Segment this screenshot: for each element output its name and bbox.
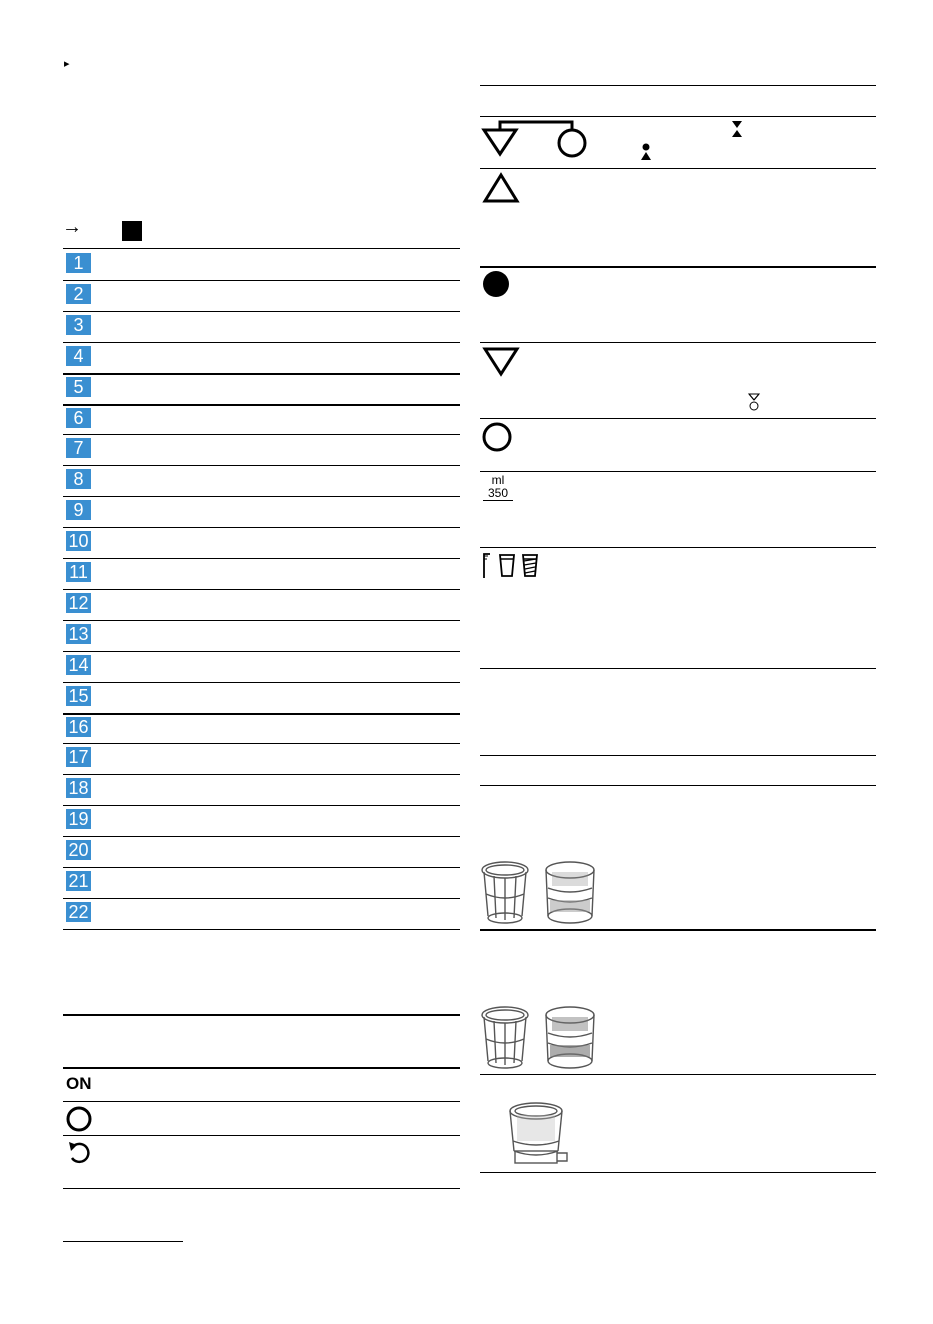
table-rule [480, 755, 876, 756]
fine-strainer-set [478, 858, 598, 926]
fill-max-min-marker-icon [480, 118, 590, 160]
table-rule [480, 547, 876, 548]
max-fill-symbol-icon [731, 120, 743, 138]
open-circle-icon [481, 421, 513, 453]
volume-unit: ml [491, 473, 505, 487]
table-bottom-rule [480, 1172, 876, 1173]
table-row-rule [63, 743, 460, 744]
table-row-rule [63, 774, 460, 775]
part-number-badge: 3 [66, 315, 91, 335]
table-row-rule [63, 836, 460, 837]
table-rule [480, 668, 876, 669]
table-row-rule [63, 373, 460, 375]
controls-row-rule [63, 1101, 460, 1102]
table-row-rule [63, 311, 460, 312]
strainer-housing [505, 1101, 575, 1169]
volume-value: 350 [483, 487, 513, 501]
table-rule [480, 266, 876, 268]
part-number-badge: 8 [66, 469, 91, 489]
footnote-rule [63, 1241, 183, 1242]
part-number-badge: 21 [66, 871, 91, 891]
cup-size-icons [480, 550, 542, 580]
arrow-icon: → [62, 216, 82, 238]
table-row-rule [63, 682, 460, 683]
coarse-strainer-set [478, 1003, 598, 1071]
table-row-rule [63, 465, 460, 466]
volume-marking [483, 474, 513, 501]
black-square-icon [122, 221, 142, 241]
table-row-rule [63, 713, 460, 715]
table-row-rule [63, 898, 460, 899]
table-rule [480, 168, 876, 169]
reverse-rotation-icon [66, 1140, 94, 1166]
table-row-rule [63, 496, 460, 497]
filled-circle-icon [481, 269, 511, 299]
table-rule [480, 116, 876, 117]
table-row-rule [63, 651, 460, 652]
table-row-rule [63, 558, 460, 559]
stop-circle-icon [66, 1106, 94, 1132]
empty-symbol-icon [747, 393, 761, 411]
table-row-rule [63, 342, 460, 343]
bullet-marker: ▸ [64, 58, 70, 70]
table-rule [480, 929, 876, 931]
part-number-badge: 7 [66, 438, 91, 458]
part-number-badge: 1 [66, 253, 91, 273]
part-number-badge: 14 [66, 655, 91, 675]
part-number-badge: 16 [66, 717, 91, 737]
part-number-badge: 2 [66, 284, 91, 304]
controls-row-rule [63, 1135, 460, 1136]
table-row-rule [63, 867, 460, 868]
table-row-rule [63, 589, 460, 590]
table-row-rule [63, 434, 460, 435]
on-label: ON [66, 1074, 92, 1093]
table-row-rule [63, 527, 460, 528]
part-number-badge: 5 [66, 377, 91, 397]
part-number-badge: 13 [66, 624, 91, 644]
part-number-badge: 10 [66, 531, 91, 551]
part-number-badge: 19 [66, 809, 91, 829]
table-rule [480, 785, 876, 786]
part-number-badge: 12 [66, 593, 91, 613]
table-rule [480, 342, 876, 343]
part-number-badge: 18 [66, 778, 91, 798]
part-number-badge: 11 [66, 562, 91, 582]
controls-row-rule [63, 1067, 460, 1069]
table-row-rule [63, 280, 460, 281]
table-rule [480, 1074, 876, 1075]
part-number-badge: 4 [66, 346, 91, 366]
controls-header-rule [63, 1014, 460, 1016]
table-row-rule [63, 404, 460, 406]
table-top-rule [63, 248, 460, 249]
part-number-badge: 17 [66, 747, 91, 767]
table-rule [480, 85, 876, 86]
part-number-badge: 20 [66, 840, 91, 860]
part-number-badge: 6 [66, 408, 91, 428]
table-row-rule [63, 620, 460, 621]
min-fill-symbol-icon [640, 143, 652, 161]
part-number-badge: 22 [66, 902, 91, 922]
table-row-rule [63, 929, 460, 930]
triangle-down-icon [482, 345, 520, 377]
table-rule [480, 418, 876, 419]
part-number-badge: 15 [66, 686, 91, 706]
triangle-up-icon [482, 172, 520, 204]
table-row-rule [63, 805, 460, 806]
part-number-badge: 9 [66, 500, 91, 520]
table-rule [480, 471, 876, 472]
controls-bottom-rule [63, 1188, 460, 1189]
